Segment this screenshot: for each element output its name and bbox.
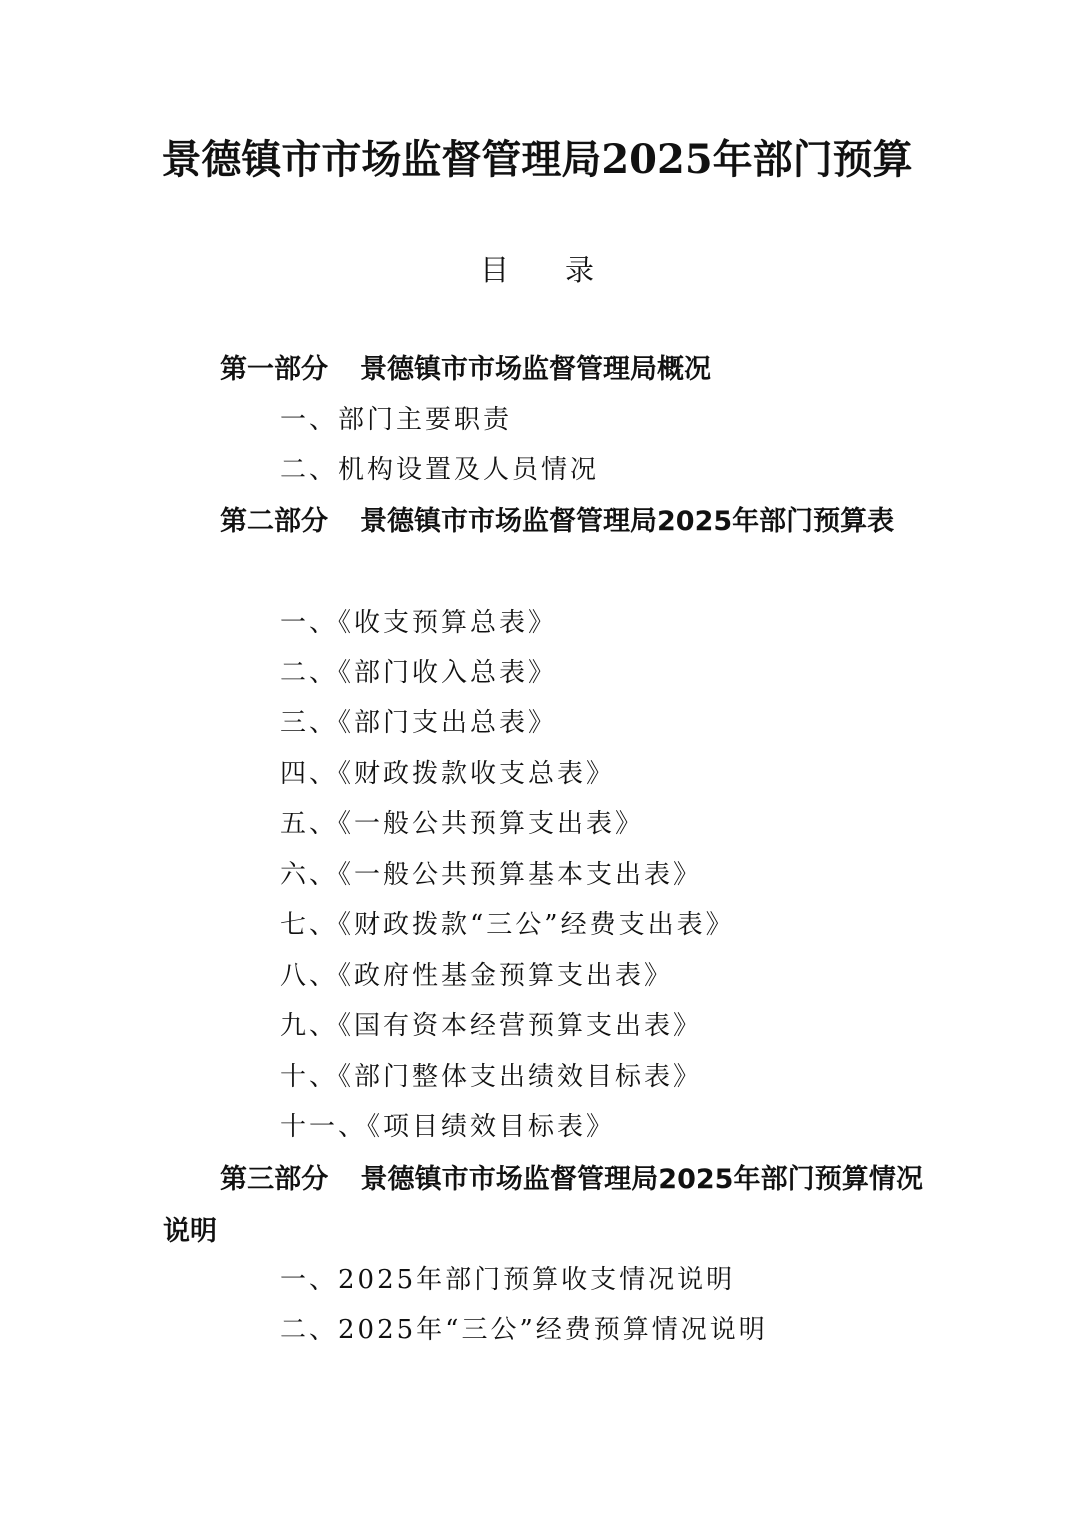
part-title: 景德镇市市场监督管理局概况 (360, 354, 711, 385)
toc-item: 三、《部门支出总表》 (280, 708, 558, 738)
toc-item: 六、《一般公共预算基本支出表》 (280, 860, 703, 890)
toc-item: 二、《部门收入总表》 (280, 658, 558, 688)
toc-item: 二、2025年“三公”经费预算情况说明 (280, 1315, 768, 1345)
toc-item: 七、《财政拨款“三公”经费支出表》 (280, 910, 735, 940)
part-title: 景德镇市市场监督管理局2025年部门预算情况说明 (163, 1164, 923, 1247)
toc-item: 四、《财政拨款收支总表》 (280, 759, 616, 789)
part-title: 景德镇市市场监督管理局2025年部门预算表 (360, 506, 895, 537)
toc-item: 一、2025年部门预算收支情况说明 (280, 1265, 736, 1295)
part-label: 第三部分 (220, 1164, 329, 1195)
toc-part-3 (163, 1154, 923, 1258)
part-label: 第一部分 (220, 354, 328, 385)
document-title: 景德镇市市场监督管理局2025年部门预算 (161, 136, 913, 183)
toc-part-2 (163, 496, 923, 548)
toc-item: 九、《国有资本经营预算支出表》 (280, 1011, 703, 1041)
toc-item: 一、部门主要职责 (280, 405, 513, 435)
toc-item: 五、《一般公共预算支出表》 (280, 809, 645, 839)
toc-item: 二、机构设置及人员情况 (280, 455, 600, 485)
toc-item: 八、《政府性基金预算支出表》 (280, 961, 674, 991)
toc-item: 十一、《项目绩效目标表》 (280, 1112, 616, 1142)
toc-item: 一、《收支预算总表》 (280, 608, 558, 638)
part-label: 第二部分 (220, 506, 328, 537)
toc-part-1 (163, 344, 923, 396)
toc-item: 十、《部门整体支出绩效目标表》 (280, 1062, 703, 1092)
toc-heading: 目录 (479, 253, 650, 287)
